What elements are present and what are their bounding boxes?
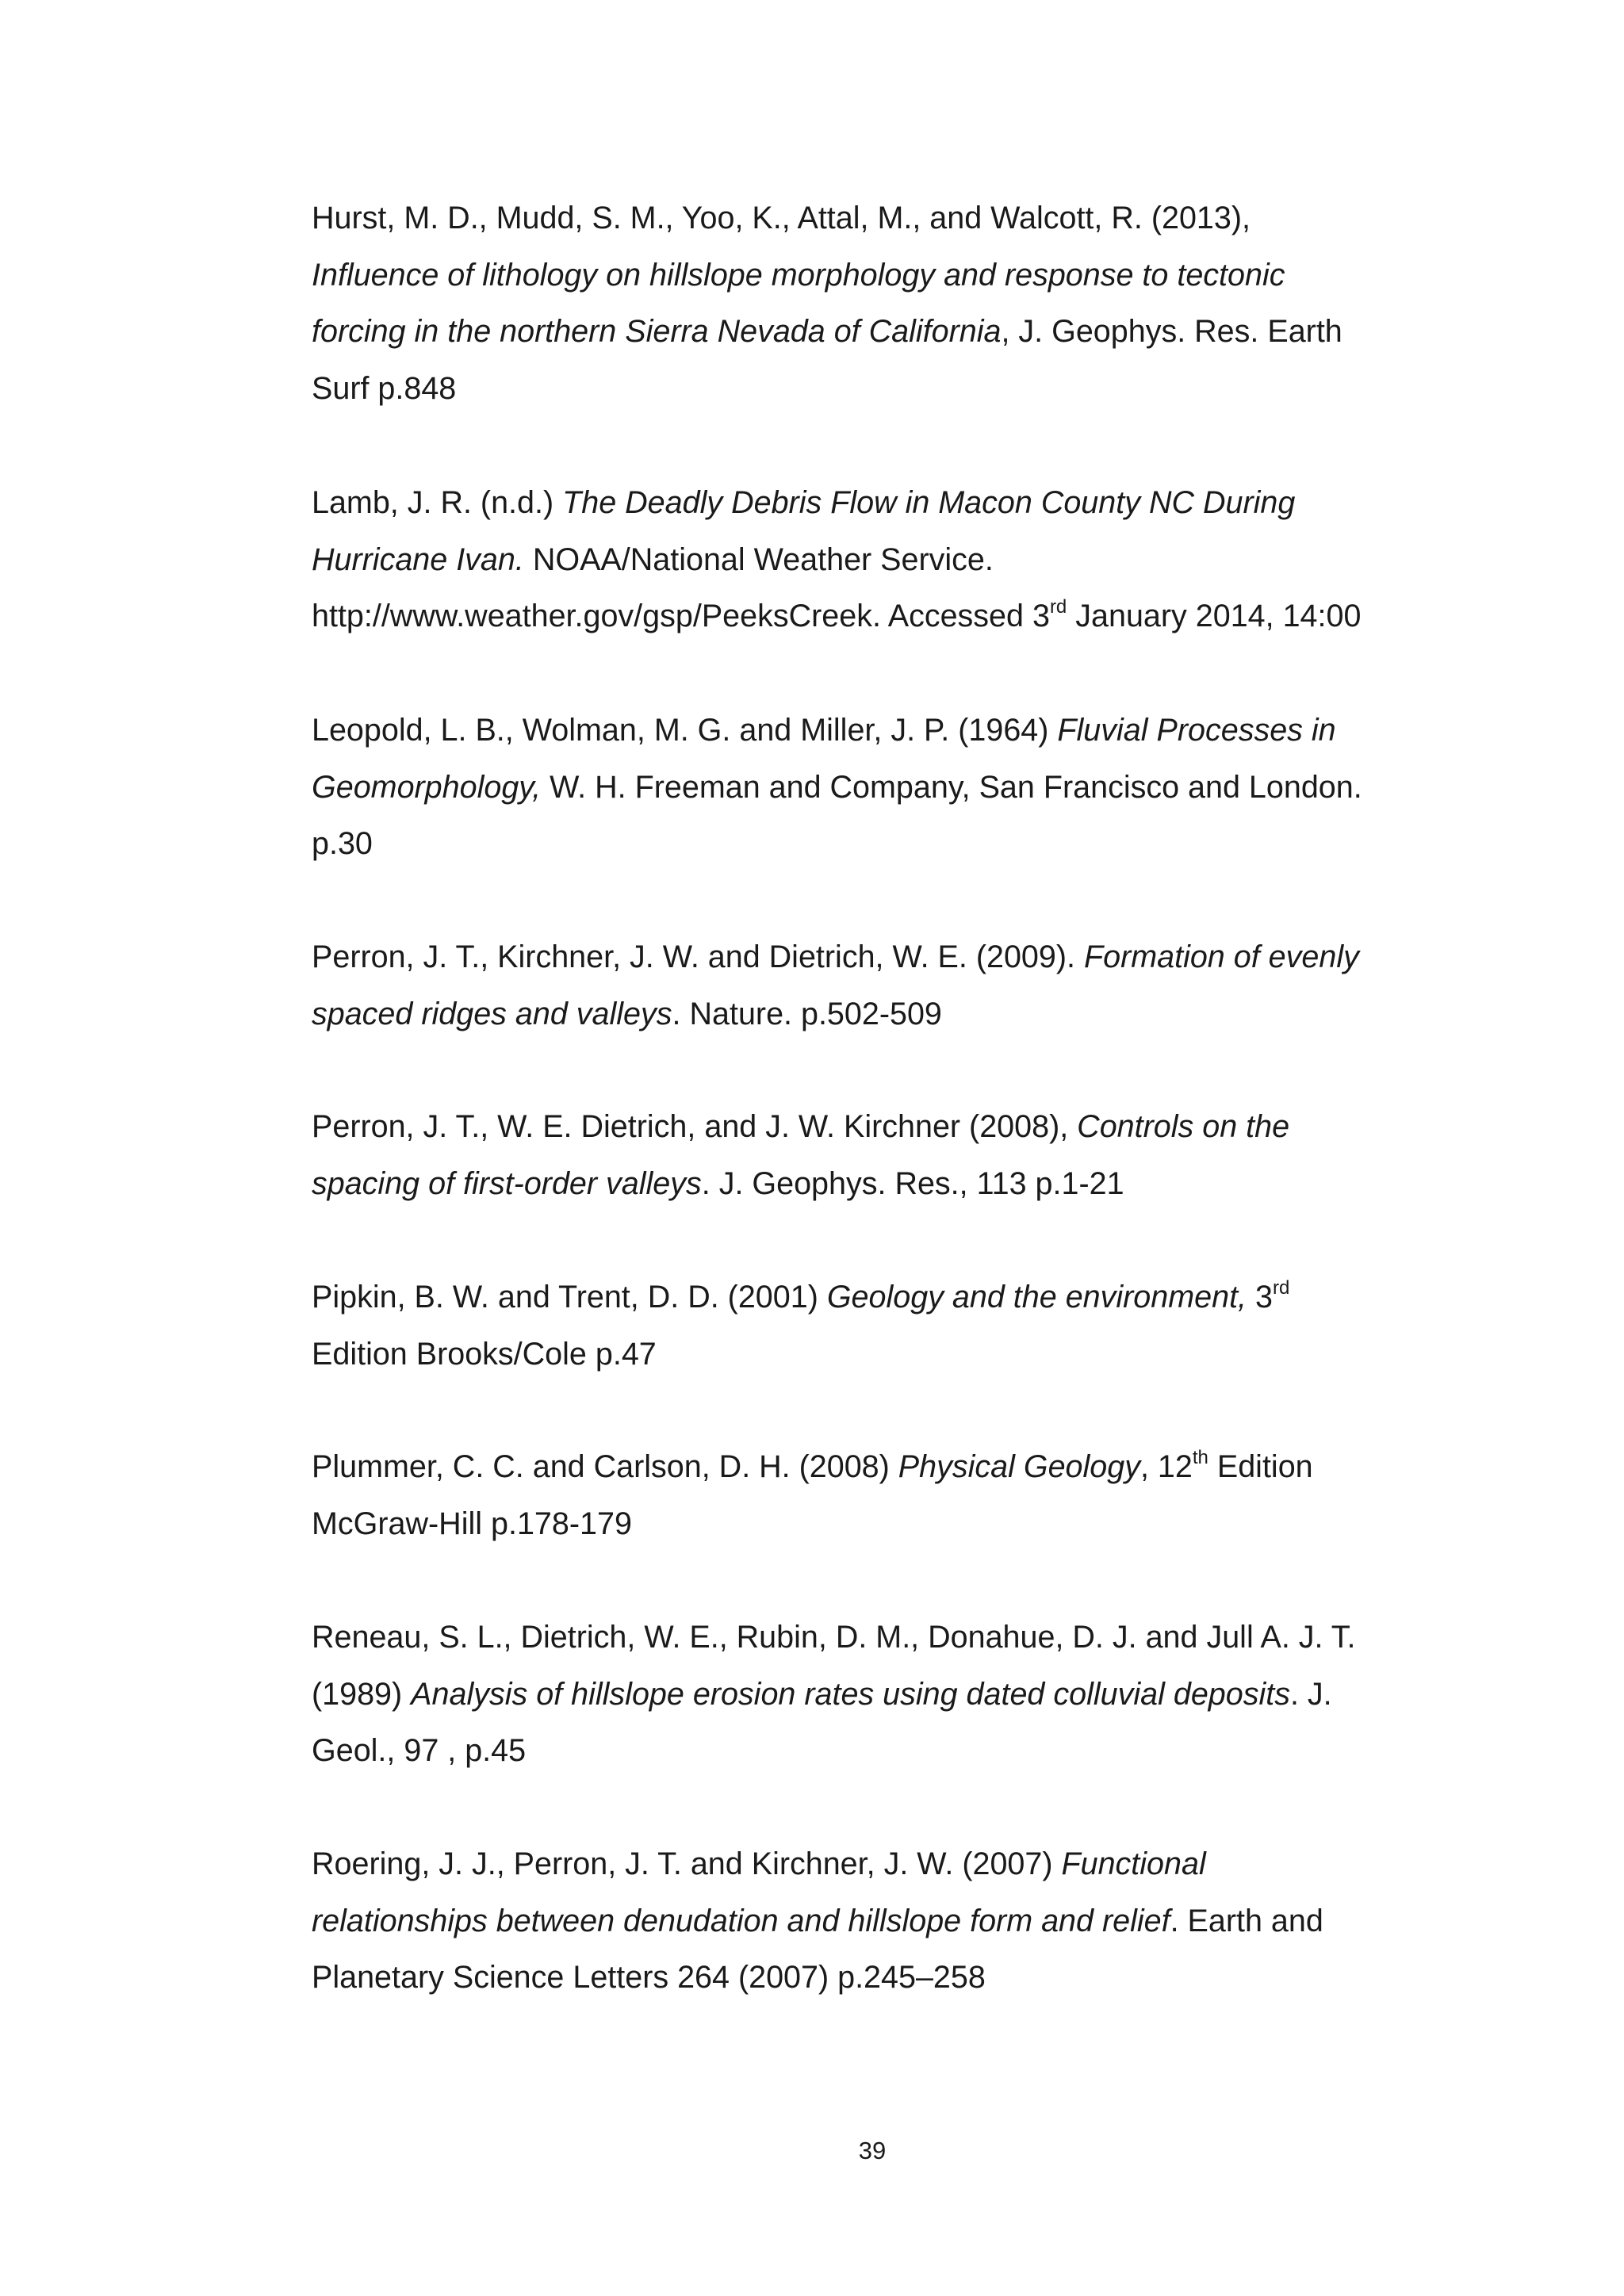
reference-line — [312, 1326, 1454, 1383]
reference-text: Plummer, C. C. and Carlson, D. H. (2008) — [312, 1449, 898, 1484]
reference-text: Edition — [1208, 1449, 1313, 1484]
reference-text: http://www.weather.gov/gsp/PeeksCreek. Accessed 3 — [312, 599, 1050, 634]
italic-title: Controls on the — [1077, 1109, 1290, 1144]
reference-entry — [312, 475, 1454, 645]
italic-title: Physical Geology — [898, 1449, 1140, 1484]
reference-line — [312, 1950, 1454, 2007]
reference-line — [312, 1836, 1454, 1893]
reference-line — [312, 1496, 1454, 1553]
italic-title: relationships between denudation and hillslope form and relief — [312, 1903, 1170, 1938]
reference-entry — [312, 1269, 1454, 1383]
italic-title: Hurricane Ivan. — [312, 541, 524, 577]
reference-line — [312, 986, 1454, 1043]
reference-entry — [312, 702, 1454, 873]
reference-text: McGraw-Hill p.178-179 — [312, 1506, 632, 1541]
italic-title: forcing in the northern Sierra Nevada of California — [312, 314, 1002, 350]
reference-line — [312, 361, 1454, 418]
italic-title: Geomorphology, — [312, 769, 542, 805]
reference-text: W. H. Freeman and Company, San Francisco and London. — [541, 769, 1362, 805]
reference-line — [312, 1609, 1454, 1667]
italic-title: spaced ridges and valleys — [312, 996, 672, 1031]
superscript-text: th — [1192, 1447, 1208, 1468]
reference-text: . Nature. p.502-509 — [672, 996, 942, 1031]
reference-entry — [312, 929, 1454, 1043]
reference-line — [312, 532, 1454, 589]
reference-entry — [312, 1099, 1454, 1212]
superscript-text: rd — [1272, 1277, 1290, 1299]
reference-text: Edition Brooks/Cole p.47 — [312, 1336, 657, 1372]
reference-line — [312, 475, 1454, 532]
italic-title: Fluvial Processes in — [1057, 713, 1336, 748]
reference-line — [312, 190, 1454, 247]
reference-line — [312, 588, 1454, 645]
page-number: 39 — [858, 2137, 887, 2164]
reference-entry — [312, 190, 1454, 417]
reference-text: . J. Geophys. Res., 113 p.1-21 — [701, 1165, 1124, 1201]
italic-title: Formation of evenly — [1083, 939, 1359, 974]
reference-text: Perron, J. T., Kirchner, J. W. and Dietrich, W. E. (2009). — [312, 939, 1084, 974]
reference-text: , J. Geophys. Res. Earth — [1001, 314, 1342, 350]
reference-text: Pipkin, B. W. and Trent, D. D. (2001) — [312, 1280, 827, 1314]
reference-line — [312, 247, 1454, 304]
reference-text: Surf p.848 — [312, 370, 457, 406]
reference-line — [312, 1893, 1454, 1950]
reference-line — [312, 1723, 1454, 1780]
reference-text: 3 — [1247, 1280, 1273, 1314]
superscript-text: rd — [1049, 596, 1067, 618]
reference-entry — [312, 1609, 1454, 1780]
italic-title: Influence of lithology on hillslope morphology and response to tectonic — [312, 257, 1285, 293]
reference-text: (1989) — [312, 1676, 412, 1712]
reference-text: . J. — [1289, 1676, 1332, 1712]
reference-text: Reneau, S. L., Dietrich, W. E., Rubin, D. M., Donahue, D. J. and Jull A. J. T. — [312, 1620, 1356, 1655]
reference-text: , 12 — [1139, 1449, 1193, 1484]
reference-text: . Earth and — [1170, 1903, 1323, 1938]
reference-text: Perron, J. T., W. E. Dietrich, and J. W. Kirchner (2008), — [312, 1109, 1078, 1144]
reference-entry — [312, 1836, 1454, 2007]
reference-line — [312, 1439, 1454, 1496]
italic-title: Analysis of hillslope erosion rates using dated colluvial deposits — [411, 1676, 1290, 1712]
reference-text: Lamb, J. R. (n.d.) — [312, 485, 563, 520]
reference-line — [312, 1269, 1454, 1326]
reference-entry — [312, 1439, 1454, 1552]
reference-text: Geol., 97 , p.45 — [312, 1733, 527, 1769]
italic-title: The Deadly Debris Flow in Macon County NC During — [562, 485, 1296, 520]
reference-line — [312, 1099, 1454, 1156]
reference-line — [312, 1667, 1454, 1724]
reference-text: Leopold, L. B., Wolman, M. G. and Miller, J. P. (1964) — [312, 713, 1058, 748]
reference-text: Hurst, M. D., Mudd, S. M., Yoo, K., Attal, M., and Walcott, R. (2013), — [312, 201, 1251, 235]
reference-text: NOAA/National Weather Service. — [523, 541, 994, 577]
reference-line — [312, 760, 1454, 817]
reference-text: Roering, J. J., Perron, J. T. and Kirchner, J. W. (2007) — [312, 1846, 1062, 1881]
italic-title: Functional — [1061, 1846, 1206, 1881]
italic-title: Geology and the environment, — [826, 1280, 1247, 1314]
italic-title: spacing of first-order valleys — [312, 1165, 702, 1201]
reference-line — [312, 702, 1454, 760]
reference-line — [312, 929, 1454, 986]
reference-line — [312, 304, 1454, 361]
reference-line — [312, 1156, 1454, 1213]
reference-line — [312, 816, 1454, 873]
reference-text: Planetary Science Letters 264 (2007) p.245–258 — [312, 1960, 986, 1996]
reference-text: January 2014, 14:00 — [1067, 599, 1362, 634]
reference-text: p.30 — [312, 826, 373, 862]
